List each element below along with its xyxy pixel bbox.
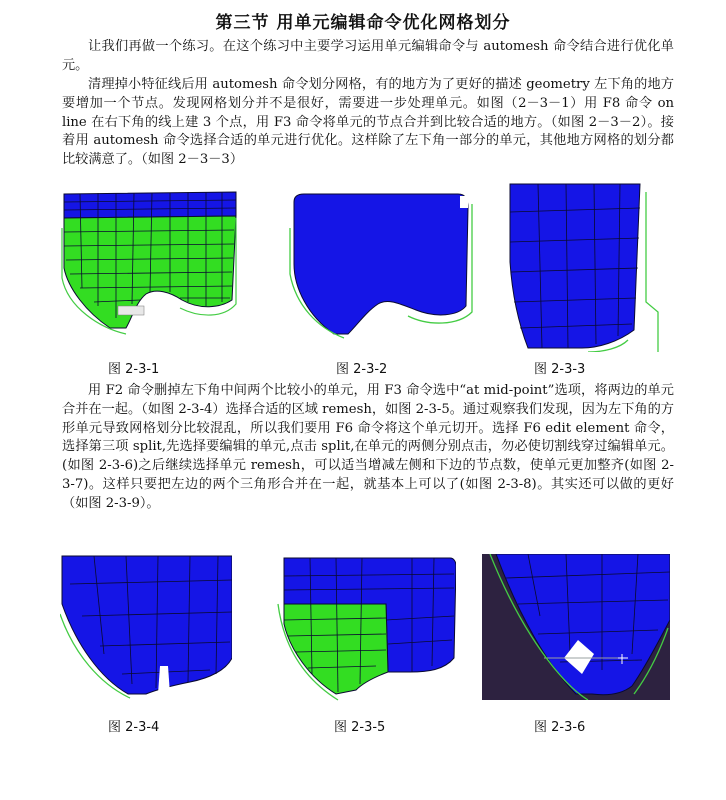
figure-2-3-4-image [60, 554, 232, 700]
figure-caption: 图 2-3-4 [108, 720, 160, 735]
figure-caption: 图 2-3-5 [334, 720, 386, 735]
figure-caption: 图 2-3-3 [534, 362, 586, 377]
figure-caption: 图 2-3-6 [534, 720, 586, 735]
section-title: 第三节 用单元编辑命令优化网格划分 [215, 13, 511, 33]
step-paragraph-1: 清理掉小特征线后用 automesh 命令划分网格，有的地方为了更好的描述 geometry 左下角的地方要增加一个节点。发现网格划分并不是很好，需要进一步处理单元。如图（2－3－1）用 F8 命令 on line 在右下角的线上建 3 个点，用 F3 命令将单元的节点合并到比较合适的地方。（如图 2－3－2）。接着用 automesh 命令选择合适的单元进行优化。这样除了左下角一部分的单元，其他地方网格的划分都比较满意了。（如图 2－3－3） [62, 77, 674, 168]
figure-2-3-3-image [508, 182, 668, 352]
figure-2-3-6-image [482, 554, 670, 700]
step-paragraph-2: 用 F2 命令删掉左下角中间两个比较小的单元，用 F3 命令选中“at mid-point”选项，将两边的单元合并在一起。（如图 2-3-4）选择合适的区域 remesh，如图 2-3-5。通过观察我们发现，因为左下角的方形单元导致网格划分比较混乱，所以我们要用 F6 命令将这个单元切开。选择 F6 edit element 命令，选择第三项 split,先选择要编辑的单元,点击 split,在单元的两侧分别点击，勿必使切割线穿过编辑单元。(如图 2-3-6)之后继续选择单元 remesh，可以适当增减左侧和下边的节点数，使单元更加整齐(如图 2-3-7)。这样只要把左边的两个三角形合并在一起，就基本上可以了(如图 2-3-8)。其实还可以做的更好（如图 2-3-9）。 [62, 383, 674, 511]
figure-2-3-5-image [276, 554, 456, 702]
figure-2-3-1-image [60, 188, 240, 340]
figure-2-3-2-image [288, 188, 478, 340]
figure-caption: 图 2-3-2 [336, 362, 388, 377]
intro-paragraph: 让我们再做一个练习。在这个练习中主要学习运用单元编辑命令与 automesh 命令结合进行优化单元。 [62, 39, 674, 73]
figure-caption: 图 2-3-1 [108, 362, 160, 377]
